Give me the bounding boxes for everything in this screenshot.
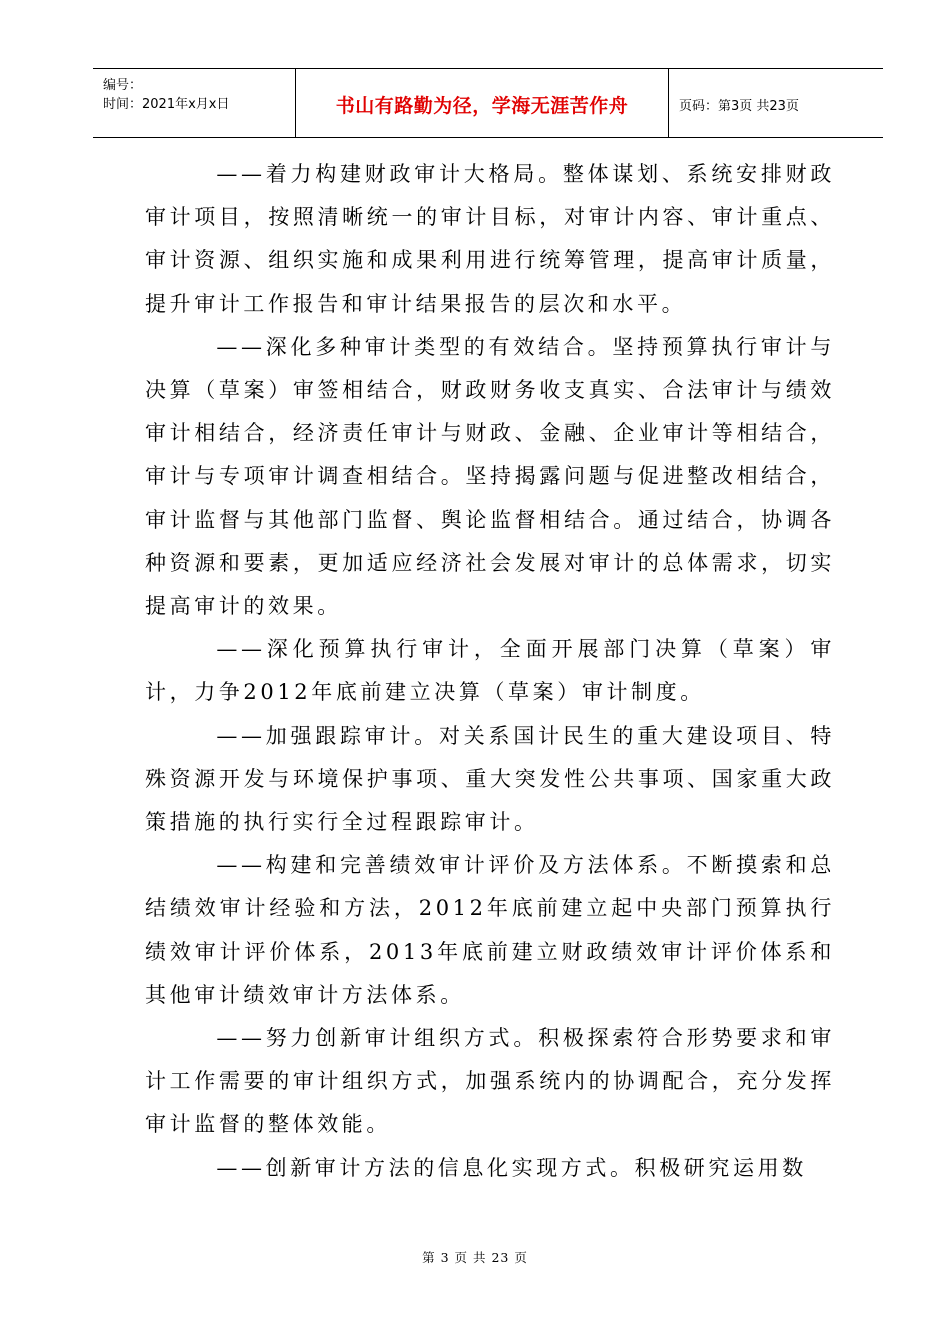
paragraph: ——深化预算执行审计，全面开展部门决算（草案）审计，力争2012年底前建立决算（草案）审计制度。 (145, 637, 835, 705)
paragraph: ——努力创新审计组织方式。积极探索符合形势要求和审计工作需要的审计组织方式，加强系统内的协调配合，充分发挥审计监督的整体效能。 (145, 1026, 835, 1137)
paragraph: ——加强跟踪审计。对关系国计民生的重大建设项目、特殊资源开发与环境保护事项、重大突发性公共事项、国家重大政策措施的执行实行全过程跟踪审计。 (145, 723, 835, 835)
paragraph: ——深化多种审计类型的有效结合。坚持预算执行审计与决算（草案）审签相结合，财政财务收支真实、合法审计与绩效审计相结合，经济责任审计与财政、金融、企业审计等相结合，审计与专项审计调查相结合。坚持揭露问题与促进整改相结合，审计监督与其他部门监督、舆论监督相结合。通过结合，协调各种资源和要素，更加适应经济社会发展对审计的总体需求，切实提高审计的效果。 (145, 334, 835, 619)
motto-text: 书山有路勤为径，学海无涯苦作舟 (335, 95, 629, 117)
page-footer: 第 3 页 共 23 页 (422, 1250, 528, 1265)
paragraph: ——构建和完善绩效审计评价及方法体系。不断摸索和总结绩效审计经验和方法，2012年底前建立起中央部门预算执行绩效审计评价体系，2013年底前建立财政绩效审计评价体系和其他审计绩效审计方法体系。 (145, 853, 835, 1007)
header-motto-cell (296, 69, 669, 137)
document-body (145, 153, 835, 1190)
paragraph: ——着力构建财政审计大格局。整体谋划、系统安排财政审计项目，按照清晰统一的审计目标，对审计内容、审计重点、审计资源、组织实施和成果利用进行统筹管理，提高审计质量，提升审计工作报告和审计结果报告的层次和水平。 (145, 162, 835, 316)
header-right-cell (669, 69, 883, 137)
serial-label: 编号： (103, 78, 143, 93)
page-header (93, 68, 883, 138)
page-number-label: 页码：第3页 共23页 (679, 99, 799, 114)
time-label: 时间：2021年x月x日 (103, 97, 230, 112)
paragraph: ——创新审计方法的信息化实现方式。积极研究运用数 (216, 1155, 807, 1180)
header-left-cell (93, 69, 296, 137)
